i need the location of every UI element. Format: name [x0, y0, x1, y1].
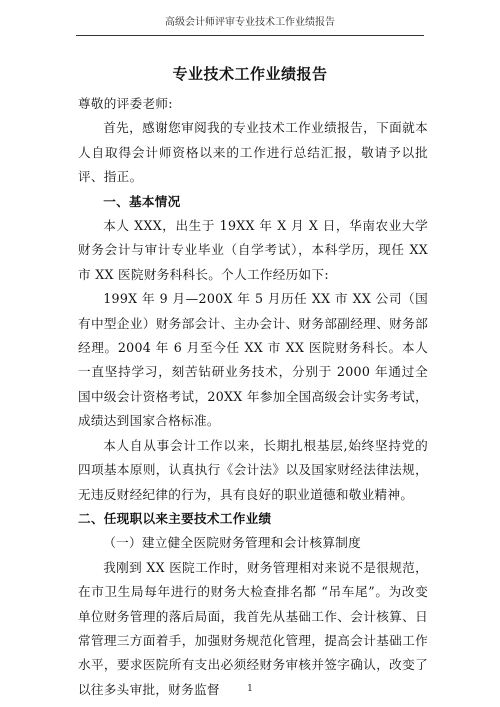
document-title: 专业技术工作业绩报告 [172, 65, 328, 83]
section-2-paragraph-1: 我刚到 XX 医院工作时，财务管理相对来说不是很规范，在市卫生局每年进行的财务大检查排名都 “吊车尾”。为改变单位财务管理的落后局面，我首先从基础工作、会计核算、日常管理三方面着手，加强财务规范化管理，提高会计基础工作水平，要求医院所有支出必须经财务审核并签字确认，改变了以往多头审批，财务监督 [78, 559, 428, 697]
section-1-paragraph-1: 本人 XXX，出生于 19XX 年 X 月 X 日，华南农业大学财务会计与审计专业毕业（自学考试），本科学历，现任 XX 市 XX 医院财务科科长。个人工作经历如下: [78, 218, 428, 282]
intro-paragraph: 首先，感谢您审阅我的专业技术工作业绩报告，下面就本人自取得会计师资格以来的工作进行总结汇报，敬请予以批评、指正。 [78, 120, 428, 185]
header-divider [76, 35, 424, 36]
section-1-paragraph-3: 本人自从事会计工作以来，长期扎根基层,始终坚持党的四项基本原则，认真执行《会计法》以及国家财经法律法规，无违反财经纪律的行为，具有良好的职业道德和敬业精神。 [78, 437, 428, 502]
section-2-heading: 二、任现职以来主要技术工作业绩 [78, 510, 272, 526]
section-1-heading: 一、基本情况 [103, 193, 181, 209]
running-header: 高级会计师评审专业技术工作业绩报告 [165, 17, 335, 28]
salutation: 尊敬的评委老师: [78, 96, 173, 111]
section-2-subheading-1: （一）建立健全医院财务管理和会计核算制度 [103, 535, 362, 551]
document-body [78, 92, 428, 702]
page-number: 1 [247, 684, 253, 694]
section-1-paragraph-2: 199X 年 9 月—200X 年 5 月历任 XX 市 XX 公司（国有中型企业）财务部会计、主办会计、财务部副经理、财务部经理。2004 年 6 月至今任 XX 市 XX 医院财务科长。本人一直坚持学习，刻苦钻研业务技术，分别于 2000 年通过全国中级会计资格考试，20XX 年参加全国高级会计实务考试，成绩达到国家合格标准。 [78, 291, 428, 429]
